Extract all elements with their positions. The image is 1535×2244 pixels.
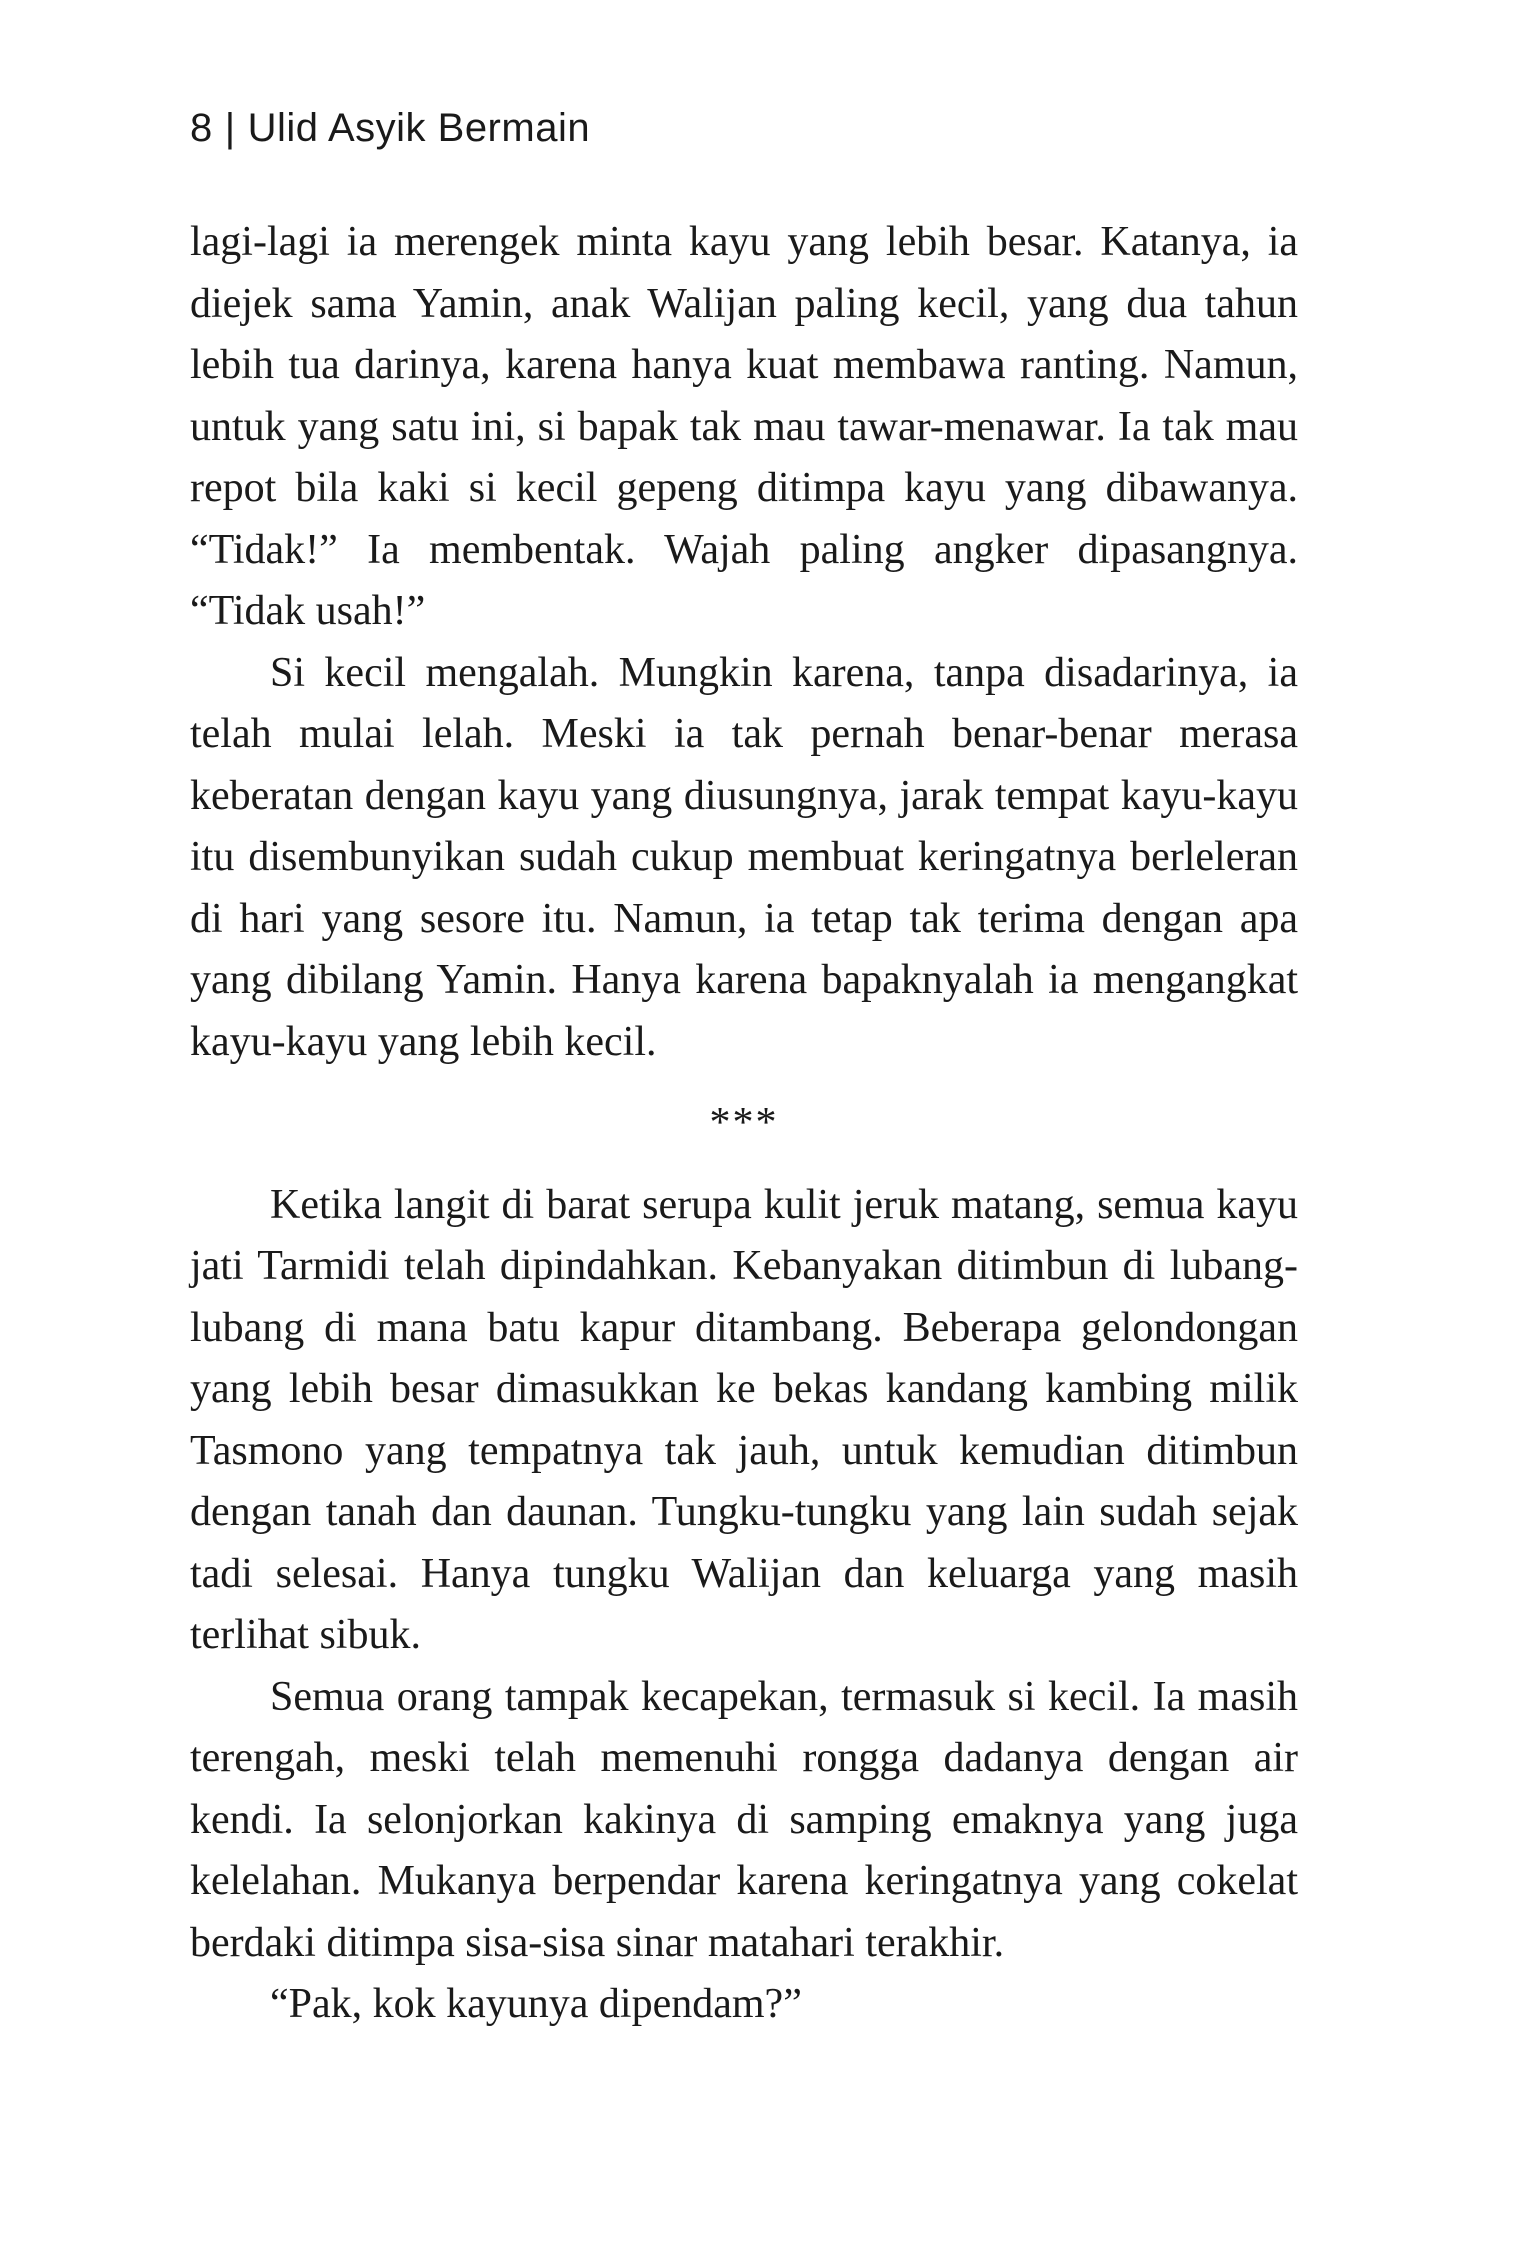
header-separator: | xyxy=(224,106,236,150)
paragraph: “Pak, kok kayunya dipendam?” xyxy=(270,1981,802,2027)
book-page xyxy=(190,100,1298,2036)
book-title: Ulid Asyik Bermain xyxy=(247,106,591,150)
body-text xyxy=(190,212,1298,2036)
running-header xyxy=(190,100,1298,156)
paragraph: Semua orang tampak kecapekan, termasuk si kecil. Ia masih terengah, meski telah memenuhi rongga dadanya dengan air kendi. Ia selonjorkan kakinya di samping emaknya yang juga kelelahan. Mukanya berpendar karena keringatnya yang cokelat berdaki ditimpa sisa-sisa sinar matahari terakhir. xyxy=(190,1673,1298,1966)
paragraph: lagi-lagi ia merengek minta kayu yang lebih besar. Katanya, ia diejek sama Yamin, anak Walijan paling kecil, yang dua tahun lebih tua darinya, karena hanya kuat membawa ranting. Namun, untuk yang satu ini, si bapak tak mau tawar-menawar. Ia tak mau repot bila kaki si kecil gepeng ditimpa kayu yang dibawanya. “Tidak!” Ia membentak. Wajah paling angker dipasangnya. “Tidak usah!” xyxy=(190,219,1298,634)
page-number: 8 xyxy=(190,106,213,150)
paragraph: Ketika langit di barat serupa kulit jeruk matang, semua kayu jati Tarmidi telah dipindahkan. Kebanyakan ditimbun di lubang-lubang di mana batu kapur ditambang. Beberapa gelondongan yang lebih besar dimasukkan ke bekas kandang kambing milik Tasmono yang tempatnya tak jauh, untuk kemudian ditimbun dengan tanah dan daunan. Tungku-tungku yang lain sudah sejak tadi selesai. Hanya tungku Walijan dan keluarga yang masih terlihat sibuk. xyxy=(190,1181,1298,1658)
paragraph: Si kecil mengalah. Mungkin karena, tanpa disadarinya, ia telah mulai lelah. Meski ia tak pernah benar-benar merasa keberatan dengan kayu yang diusungnya, jarak tempat kayu-kayu itu disembunyikan sudah cukup membuat keringatnya berleleran di hari yang sesore itu. Namun, ia tetap tak terima dengan apa yang dibilang Yamin. Hanya karena bapaknyalah ia mengangkat kayu-kayu yang lebih kecil. xyxy=(190,649,1298,1065)
scene-break: *** xyxy=(709,1100,779,1146)
